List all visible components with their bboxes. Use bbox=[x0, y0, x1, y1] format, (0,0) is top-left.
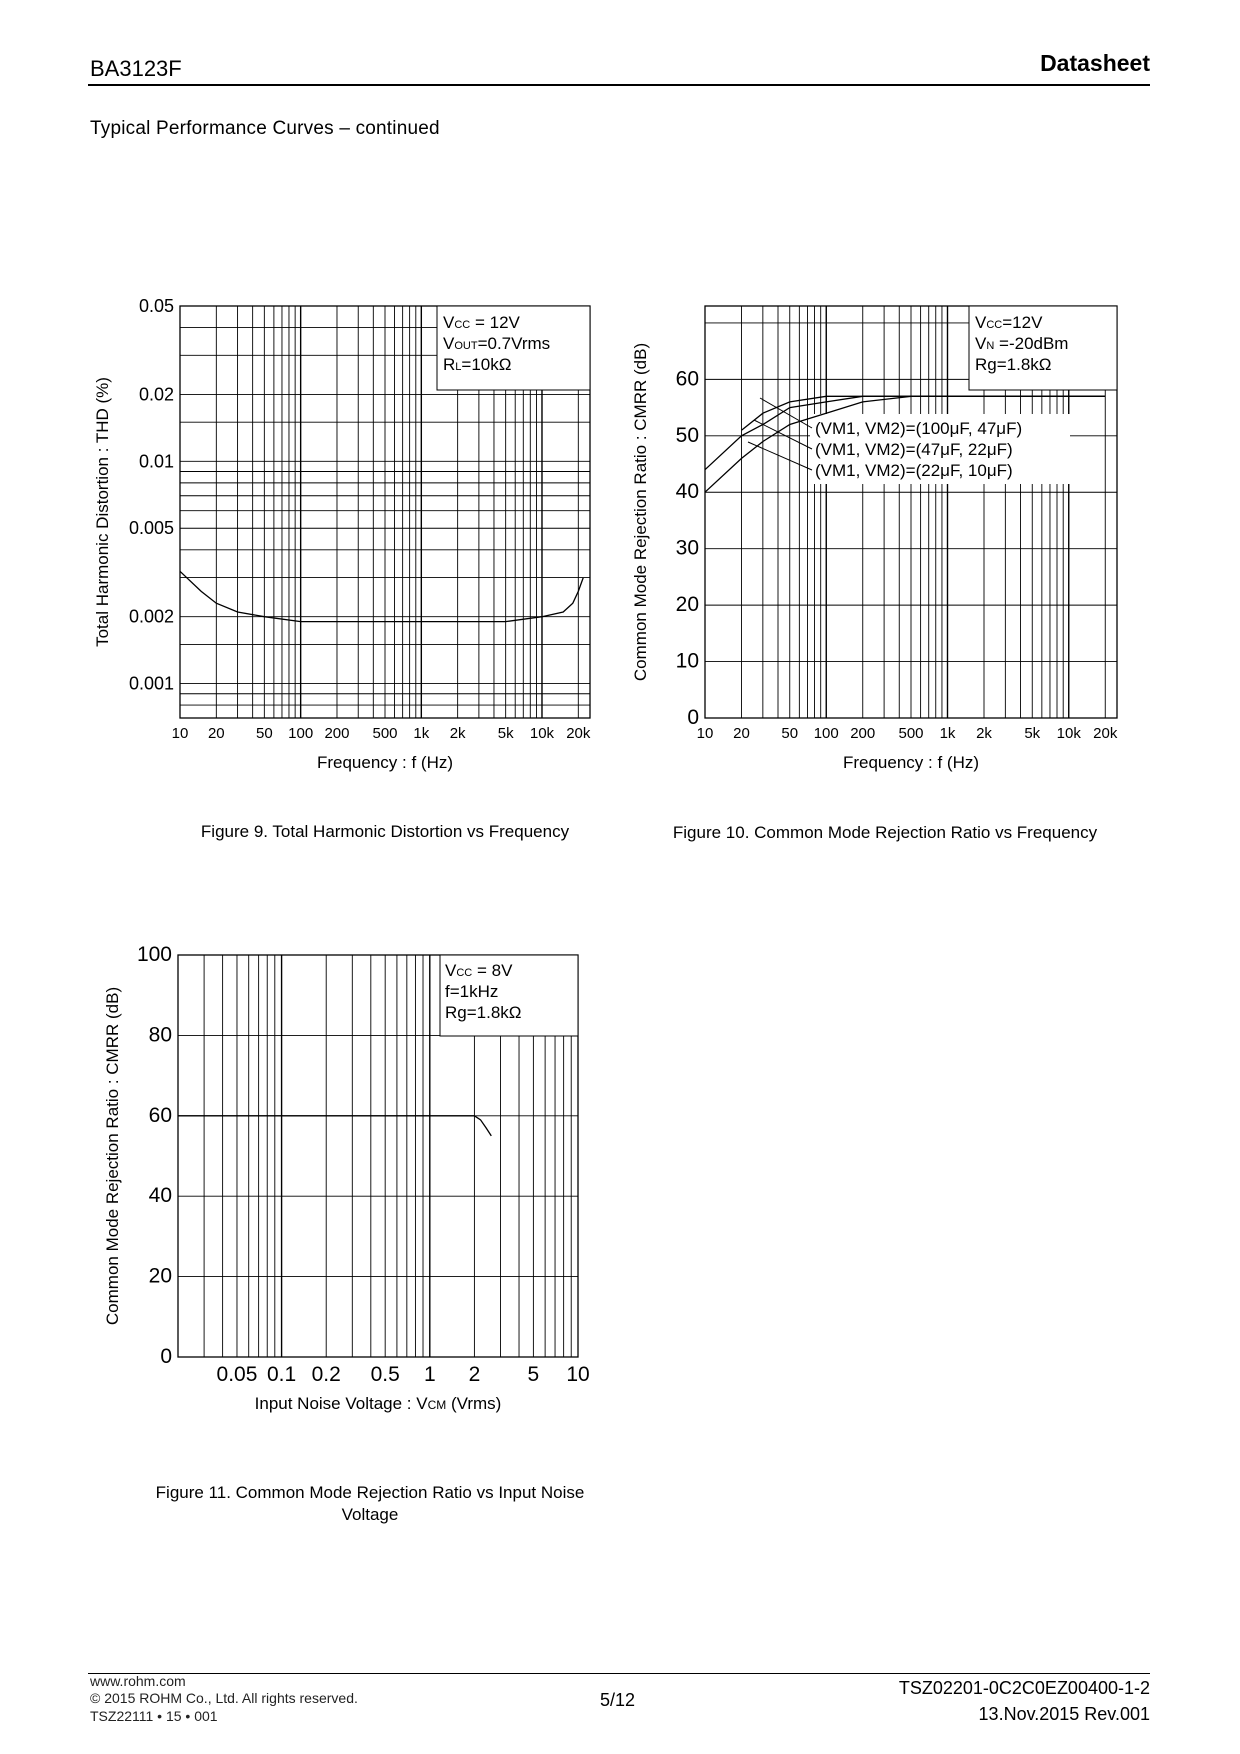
x-tick-label: 100 bbox=[288, 725, 314, 742]
x-tick-label: 1 bbox=[423, 1363, 436, 1386]
y-tick-label: 0.05 bbox=[138, 296, 174, 316]
x-tick-label: 10k bbox=[529, 725, 555, 742]
y-tick-label: 0.002 bbox=[128, 606, 174, 627]
y-tick-label: 80 bbox=[148, 1023, 172, 1047]
condition-text: RL=10kΩ bbox=[443, 355, 512, 374]
document-type: Datasheet bbox=[1040, 50, 1150, 76]
figure10-caption: Figure 10. Common Mode Rejection Ratio vs Frequency bbox=[672, 823, 1098, 842]
x-tick-label: 500 bbox=[898, 725, 924, 742]
y-tick-label: 60 bbox=[148, 1103, 172, 1127]
figure10-chart bbox=[631, 306, 1118, 772]
x-tick-label: 10k bbox=[1056, 725, 1081, 742]
condition-text: Rg=1.8kΩ bbox=[975, 355, 1052, 374]
x-tick-label: 200 bbox=[850, 725, 876, 742]
x-tick-label: 0.1 bbox=[266, 1363, 297, 1386]
x-tick-label: 20k bbox=[566, 725, 591, 742]
y-tick-label: 0 bbox=[160, 1345, 172, 1368]
y-tick-label: 0.005 bbox=[128, 518, 174, 539]
x-axis-label: Frequency : f (Hz) bbox=[842, 753, 980, 772]
footer-divider bbox=[88, 1673, 1150, 1674]
figure9-chart bbox=[93, 296, 591, 772]
x-tick-label: 100 bbox=[813, 725, 839, 742]
x-tick-label: 1k bbox=[939, 725, 956, 742]
footer-code: TSZ22111 • 15 • 001 bbox=[90, 1708, 218, 1724]
doc-number: TSZ02201-0C2C0EZ00400-1-2 bbox=[898, 1678, 1150, 1698]
y-tick-label: 60 bbox=[675, 367, 699, 391]
condition-text: VN =-20dBm bbox=[975, 334, 1069, 353]
x-tick-label: 50 bbox=[781, 725, 799, 742]
series-pointer bbox=[748, 442, 812, 470]
series-line bbox=[180, 571, 583, 621]
y-tick-label: 10 bbox=[675, 649, 699, 673]
y-axis-label: Common Mode Rejection Ratio : CMRR (dB) bbox=[631, 342, 650, 682]
condition-text: VCC=12V bbox=[975, 313, 1043, 332]
x-tick-label: 5k bbox=[1024, 725, 1041, 742]
x-tick-label: 50 bbox=[255, 725, 273, 742]
x-tick-label: 10 bbox=[696, 725, 714, 742]
x-tick-label: 2 bbox=[468, 1363, 481, 1386]
x-tick-label: 10 bbox=[566, 1363, 590, 1386]
date-revision: 13.Nov.2015 Rev.001 bbox=[978, 1704, 1150, 1724]
figure11-caption-line2: Voltage bbox=[341, 1505, 399, 1524]
figure11-caption-line1: Figure 11. Common Mode Rejection Ratio vs Input Noise bbox=[155, 1483, 585, 1502]
y-tick-label: 40 bbox=[148, 1184, 172, 1208]
part-number: BA3123F bbox=[90, 56, 182, 81]
y-tick-label: 30 bbox=[675, 536, 699, 560]
condition-text: Rg=1.8kΩ bbox=[445, 1003, 522, 1022]
figure11-caption bbox=[110, 1482, 630, 1526]
footer-copyright: © 2015 ROHM Co., Ltd. All rights reserved. bbox=[90, 1690, 358, 1706]
condition-text: VOUT=0.7Vrms bbox=[443, 334, 551, 353]
y-tick-label: 20 bbox=[675, 593, 699, 617]
x-tick-label: 0.2 bbox=[311, 1363, 341, 1386]
x-tick-label: 2k bbox=[976, 725, 992, 742]
section-title: Typical Performance Curves – continued bbox=[90, 118, 440, 139]
x-tick-label: 5k bbox=[497, 725, 514, 742]
series-label: (VM1, VM2)=(47μF, 22μF) bbox=[815, 440, 1013, 459]
y-tick-label: 100 bbox=[136, 943, 172, 966]
y-tick-label: 0.001 bbox=[128, 673, 174, 694]
x-tick-label: 1k bbox=[413, 725, 430, 742]
x-tick-label: 20 bbox=[207, 725, 225, 742]
series-label: (VM1, VM2)=(22μF, 10μF) bbox=[815, 461, 1013, 480]
x-tick-label: 200 bbox=[324, 725, 350, 742]
y-tick-label: 50 bbox=[675, 423, 699, 447]
figure11-chart bbox=[103, 943, 590, 1413]
condition-text: f=1kHz bbox=[445, 982, 499, 1001]
x-tick-label: 20 bbox=[733, 725, 750, 742]
x-tick-label: 10 bbox=[171, 725, 189, 742]
figure9-caption: Figure 9. Total Harmonic Distortion vs Frequency bbox=[200, 822, 570, 841]
y-axis-label: Common Mode Rejection Ratio : CMRR (dB) bbox=[103, 986, 122, 1326]
page-number: 5/12 bbox=[600, 1690, 636, 1710]
y-axis-label: Total Harmonic Distortion : THD (%) bbox=[93, 377, 112, 647]
y-tick-label: 0.01 bbox=[138, 451, 174, 472]
y-tick-label: 20 bbox=[148, 1264, 172, 1288]
y-tick-label: 0.02 bbox=[138, 384, 174, 405]
y-tick-label: 0 bbox=[687, 706, 699, 729]
x-axis-label: Frequency : f (Hz) bbox=[316, 753, 454, 772]
x-tick-label: 20k bbox=[1093, 725, 1118, 742]
x-tick-label: 500 bbox=[372, 725, 398, 742]
footer-website[interactable]: www.rohm.com bbox=[90, 1673, 186, 1689]
x-tick-label: 2k bbox=[449, 725, 466, 742]
series-label: (VM1, VM2)=(100μF, 47μF) bbox=[815, 419, 1023, 438]
series-pointer bbox=[760, 398, 812, 428]
x-tick-label: 0.5 bbox=[370, 1363, 400, 1386]
y-tick-label: 40 bbox=[675, 480, 699, 504]
series-line bbox=[178, 1116, 491, 1136]
condition-text: VCC = 12V bbox=[443, 313, 520, 332]
x-tick-label: 5 bbox=[527, 1363, 540, 1386]
condition-text: VCC = 8V bbox=[445, 961, 513, 980]
x-tick-label: 0.05 bbox=[216, 1363, 258, 1386]
x-axis-label: Input Noise Voltage : VCM (Vrms) bbox=[254, 1394, 502, 1413]
